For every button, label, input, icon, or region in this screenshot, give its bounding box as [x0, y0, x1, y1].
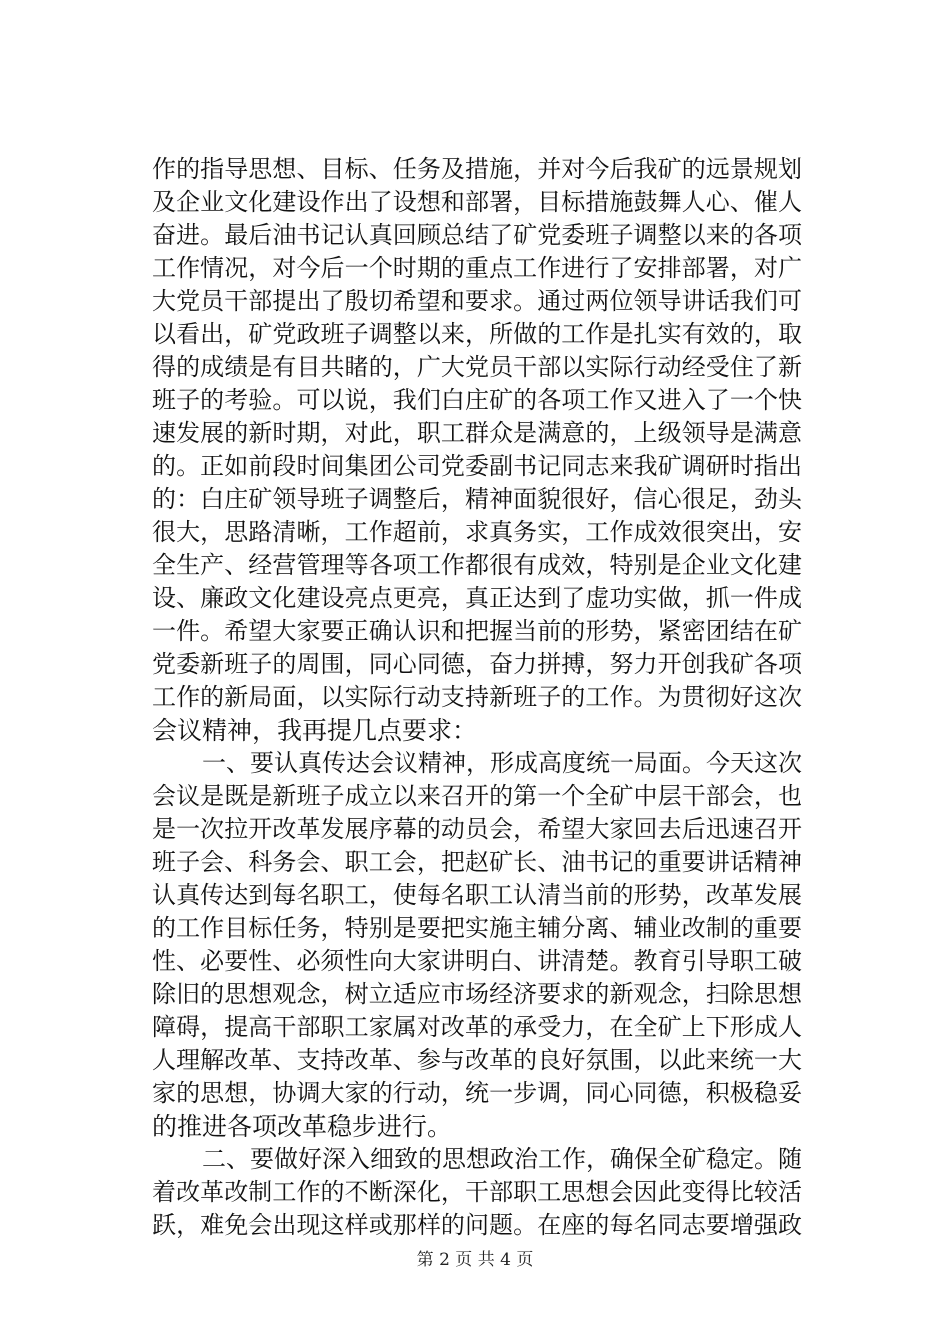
text-line: 班子会、科务会、职工会，把赵矿长、油书记的重要讲话精神	[152, 848, 802, 876]
text-line: 障碍，提高干部职工家属对改革的承受力，在全矿上下形成人	[152, 1013, 802, 1041]
text-line: 认真传达到每名职工，使每名职工认清当前的形势，改革发展	[152, 881, 802, 909]
text-line: 会议精神，我再提几点要求：	[152, 716, 478, 745]
paragraph-1	[152, 153, 802, 747]
text-line: 全生产、经营管理等各项工作都很有成效，特别是企业文化建	[152, 551, 802, 579]
text-line: 设、廉政文化建设亮点更亮，真正达到了虚功实做，抓一件成	[152, 584, 802, 612]
text-line: 党委新班子的周围，同心同德，奋力拼搏，努力开创我矿各项	[152, 650, 802, 678]
text-line: 工作的新局面，以实际行动支持新班子的工作。为贯彻好这次	[152, 683, 802, 711]
text-line: 的推进各项改革稳步进行。	[152, 1112, 453, 1141]
text-line: 性、必要性、必须性向大家讲明白、讲清楚。教育引导职工破	[152, 947, 802, 975]
text-line: 二、要做好深入细致的思想政治工作，确保全矿稳定。随	[202, 1145, 802, 1173]
text-line: 作的指导思想、目标、任务及措施，并对今后我矿的远景规划	[152, 155, 802, 183]
text-line: 除旧的思想观念，树立适应市场经济要求的新观念，扫除思想	[152, 980, 802, 1008]
paragraph-2	[152, 747, 802, 1143]
text-line: 会议是既是新班子成立以来召开的第一个全矿中层干部会，也	[152, 782, 802, 810]
text-line: 以看出，矿党政班子调整以来，所做的工作是扎实有效的，取	[152, 320, 802, 348]
paragraph-3	[152, 1143, 802, 1242]
text-line: 人理解改革、支持改革、参与改革的良好氛围，以此来统一大	[152, 1046, 802, 1074]
text-line: 很大，思路清晰，工作超前，求真务实，工作成效很突出，安	[152, 518, 802, 546]
document-body	[152, 153, 802, 1242]
page-footer	[0, 1245, 950, 1270]
text-line: 奋进。最后油书记认真回顾总结了矿党委班子调整以来的各项	[152, 221, 802, 249]
text-line: 的：白庄矿领导班子调整后，精神面貌很好，信心很足，劲头	[152, 485, 802, 513]
text-line: 着改革改制工作的不断深化，干部职工思想会因此变得比较活	[152, 1178, 802, 1206]
text-line: 的工作目标任务，特别是要把实施主辅分离、辅业改制的重要	[152, 914, 802, 942]
text-line: 的。正如前段时间集团公司党委副书记同志来我矿调研时指出	[152, 452, 802, 480]
text-line: 班子的考验。可以说，我们白庄矿的各项工作又进入了一个快	[152, 386, 802, 414]
text-line: 及企业文化建设作出了设想和部署，目标措施鼓舞人心、催人	[152, 188, 802, 216]
text-line: 工作情况，对今后一个时期的重点工作进行了安排部署，对广	[152, 254, 802, 282]
text-line: 一、要认真传达会议精神，形成高度统一局面。今天这次	[202, 749, 802, 777]
page-number: 第 2 页 共 4 页	[416, 1250, 534, 1270]
text-line: 是一次拉开改革发展序幕的动员会，希望大家回去后迅速召开	[152, 815, 802, 843]
text-line: 大党员干部提出了殷切希望和要求。通过两位领导讲话我们可	[152, 287, 802, 315]
text-line: 一件。希望大家要正确认识和把握当前的形势，紧密团结在矿	[152, 617, 802, 645]
text-line: 速发展的新时期，对此，职工群众是满意的，上级领导是满意	[152, 419, 802, 447]
text-line: 家的思想，协调大家的行动，统一步调，同心同德，积极稳妥	[152, 1079, 802, 1107]
text-line: 得的成绩是有目共睹的，广大党员干部以实际行动经受住了新	[152, 353, 802, 381]
text-line: 跃，难免会出现这样或那样的问题。在座的每名同志要增强政	[152, 1211, 802, 1239]
